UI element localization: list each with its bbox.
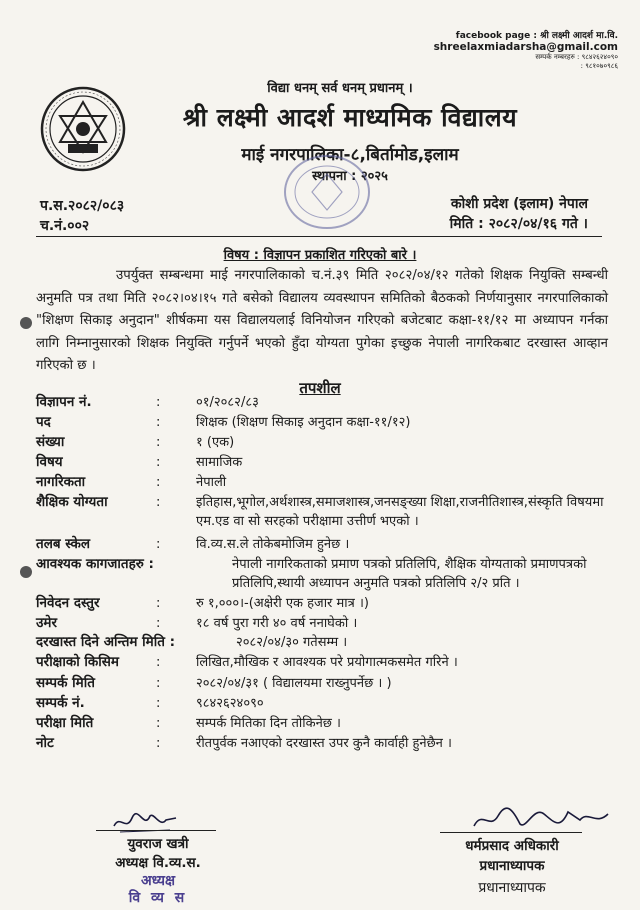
right-signature-line (440, 832, 582, 833)
ref-ps-number: प.स.२०८२/०८३ (40, 198, 125, 214)
phone-primary: सम्पर्क नम्बरहरु : ९८४२६२४०९० (535, 53, 618, 61)
left-signature-line (96, 830, 216, 831)
detail-separator: : (156, 435, 161, 450)
detail-label: नागरिकता (36, 474, 86, 490)
left-stamp-text-2: वि व्य स (128, 890, 188, 906)
detail-label: परीक्षा मिति (36, 715, 94, 731)
school-stamp-icon (282, 152, 372, 232)
ref-cn-number: च.नं.००२ (40, 218, 90, 234)
punch-hole-top (20, 317, 32, 329)
detail-separator: : (156, 736, 161, 751)
detail-label: आवश्यक कागजातहरु : (36, 556, 154, 572)
detail-label: परीक्षाको किसिम (36, 654, 119, 670)
detail-label: विज्ञापन नं. (36, 394, 92, 410)
detail-value: १ (एक) (196, 435, 235, 450)
detail-value: वि.व्य.स.ले तोकेबमोजिम हुनेछ । (196, 537, 350, 552)
detail-value: १८ वर्ष पुरा गरी ४० वर्ष ननाघेको । (196, 616, 358, 631)
detail-value: रु १,०००।-(अक्षेरी एक हजार मात्र ।) (196, 596, 369, 611)
detail-value: सम्पर्क मितिका दिन तोकिनेछ । (196, 716, 341, 731)
detail-separator: : (156, 495, 161, 510)
facebook-page: facebook page : श्री लक्ष्मी आदर्श मा.वि. (455, 31, 618, 41)
school-name: श्री लक्ष्मी आदर्श माध्यमिक विद्यालय (182, 103, 518, 132)
detail-value: नेपाली (196, 475, 227, 490)
letter-body: उपर्युक्त सम्बन्धमा माई नगरपालिकाको च.नं.३९ मिति २०८२/०४/१२ गतेको शिक्षक नियुक्ति सम्बन्धी अनुमति पत्र तथा मिति २०८२।०४।१५ गते बसेको विद्यालय व्यवस्थापन समितिको बैठकको निर्णयानुसार नगरपालिकाको "शिक्षण सिकाइ अनुदान" शीर्षकमा यस विद्यालयलाई विनियोजन गरिएको बजेटबाट कक्षा-११/१२ मा अध्यापन गर्नका लागि निम्नानुसारको शिक्षक नियुक्ति गर्नुपर्ने भएको हुँदा योग्यता पुगेका इच्छुक नेपाली नागरिकबाट दरखास्त आव्हान गरिएको छ । (36, 268, 608, 373)
detail-label: संख्या (36, 434, 65, 450)
detail-value: ०१/२०८२/८३ (196, 395, 259, 410)
detail-label: सम्पर्क नं. (36, 695, 85, 711)
province: कोशी प्रदेश (इलाम) नेपाल (450, 196, 588, 212)
detail-separator: : (156, 616, 161, 631)
right-signature-icon (468, 800, 618, 836)
established-year: स्थापना : २०२५ (312, 169, 388, 184)
school-address: माई नगरपालिका-८,बिर्तामोड,इलाम (241, 145, 459, 165)
detail-separator: : (156, 716, 161, 731)
detail-separator: : (156, 455, 161, 470)
phone-secondary: : ९८१०७०९८६ (580, 62, 618, 70)
letter-subject-text: विषय : विज्ञापन प्रकाशित गरिएको बारे । (223, 248, 417, 263)
detail-value: सामाजिक (196, 455, 243, 470)
detail-label: नोट (36, 735, 54, 751)
left-stamp-text: अध्यक्ष (140, 873, 176, 889)
detail-separator: : (156, 415, 161, 430)
contact-block (434, 28, 618, 71)
right-stamp-text: प्रधानाध्यापक (478, 880, 546, 896)
detail-label: उमेर (36, 615, 57, 631)
left-signature-icon (110, 808, 180, 836)
detail-label: निवेदन दस्तुर (36, 595, 100, 611)
detail-value: इतिहास,भूगोल,अर्थशास्त्र,समाजशास्त्र,जनसङ्ख्या शिक्षा,राजनीतिशास्त्र,संस्कृति विषयमा एम.एड वा सो सरहको परीक्षामा उत्तीर्ण भएको । (196, 495, 604, 529)
detail-value: ९८४२६२४०९० (196, 696, 264, 711)
right-signatory-title: प्रधानाध्यापक (479, 858, 545, 874)
detail-label: पद (36, 414, 51, 430)
letter-subject (0, 245, 640, 263)
email-address: shreelaxmiadarsha@gmail.com (433, 41, 618, 53)
detail-value: रीतपुर्वक नआएको दरखास्त उपर कुनै कार्वाही हुनेछैन । (196, 736, 452, 751)
detail-separator: : (156, 475, 161, 490)
detail-label: दरखास्त दिने अन्तिम मिति : (36, 634, 176, 650)
details-heading: तपशील (299, 379, 341, 397)
detail-label: तलब स्केल (36, 536, 91, 552)
detail-separator: : (156, 655, 161, 670)
detail-separator: : (156, 537, 161, 552)
detail-label: सम्पर्क मिति (36, 675, 95, 691)
detail-label: विषय (36, 454, 63, 470)
header-divider (36, 236, 602, 237)
detail-value: नेपाली नागरिकताको प्रमाण पत्रको प्रतिलिपि, शैक्षिक योग्यताको प्रमाणपत्रको प्रतिलिपि,स्थायी अध्यापन अनुमति पत्रको प्रतिलिपि २/२ प्रति । (232, 557, 587, 591)
left-signatory-name: युवराज खत्री (127, 836, 189, 852)
detail-value: लिखित,मौखिक र आवश्यक परे प्रयोगात्मकसमेत गरिने । (196, 655, 458, 670)
right-signatory-name: धर्मप्रसाद अधिकारी (465, 838, 559, 854)
left-signatory-title: अध्यक्ष वि.व्य.स. (115, 855, 201, 871)
detail-value: २०८२/०४/३० गतेसम्म । (236, 635, 348, 650)
letter-date: मिति : २०८२/०४/१६ गते । (449, 216, 588, 232)
detail-separator: : (156, 696, 161, 711)
detail-separator: : (156, 395, 161, 410)
punch-hole-bottom (20, 566, 32, 578)
detail-separator: : (156, 596, 161, 611)
detail-separator: : (156, 676, 161, 691)
school-motto: विद्या धनम् सर्व धनम् प्रधानम् । (267, 81, 413, 96)
detail-value: २०८२/०४/३१ ( विद्यालयमा राख्नुपर्नेछ । ) (196, 676, 392, 691)
detail-label: शैक्षिक योग्यता (36, 494, 108, 510)
detail-value: शिक्षक (शिक्षण सिकाइ अनुदान कक्षा-११/१२) (196, 415, 411, 430)
